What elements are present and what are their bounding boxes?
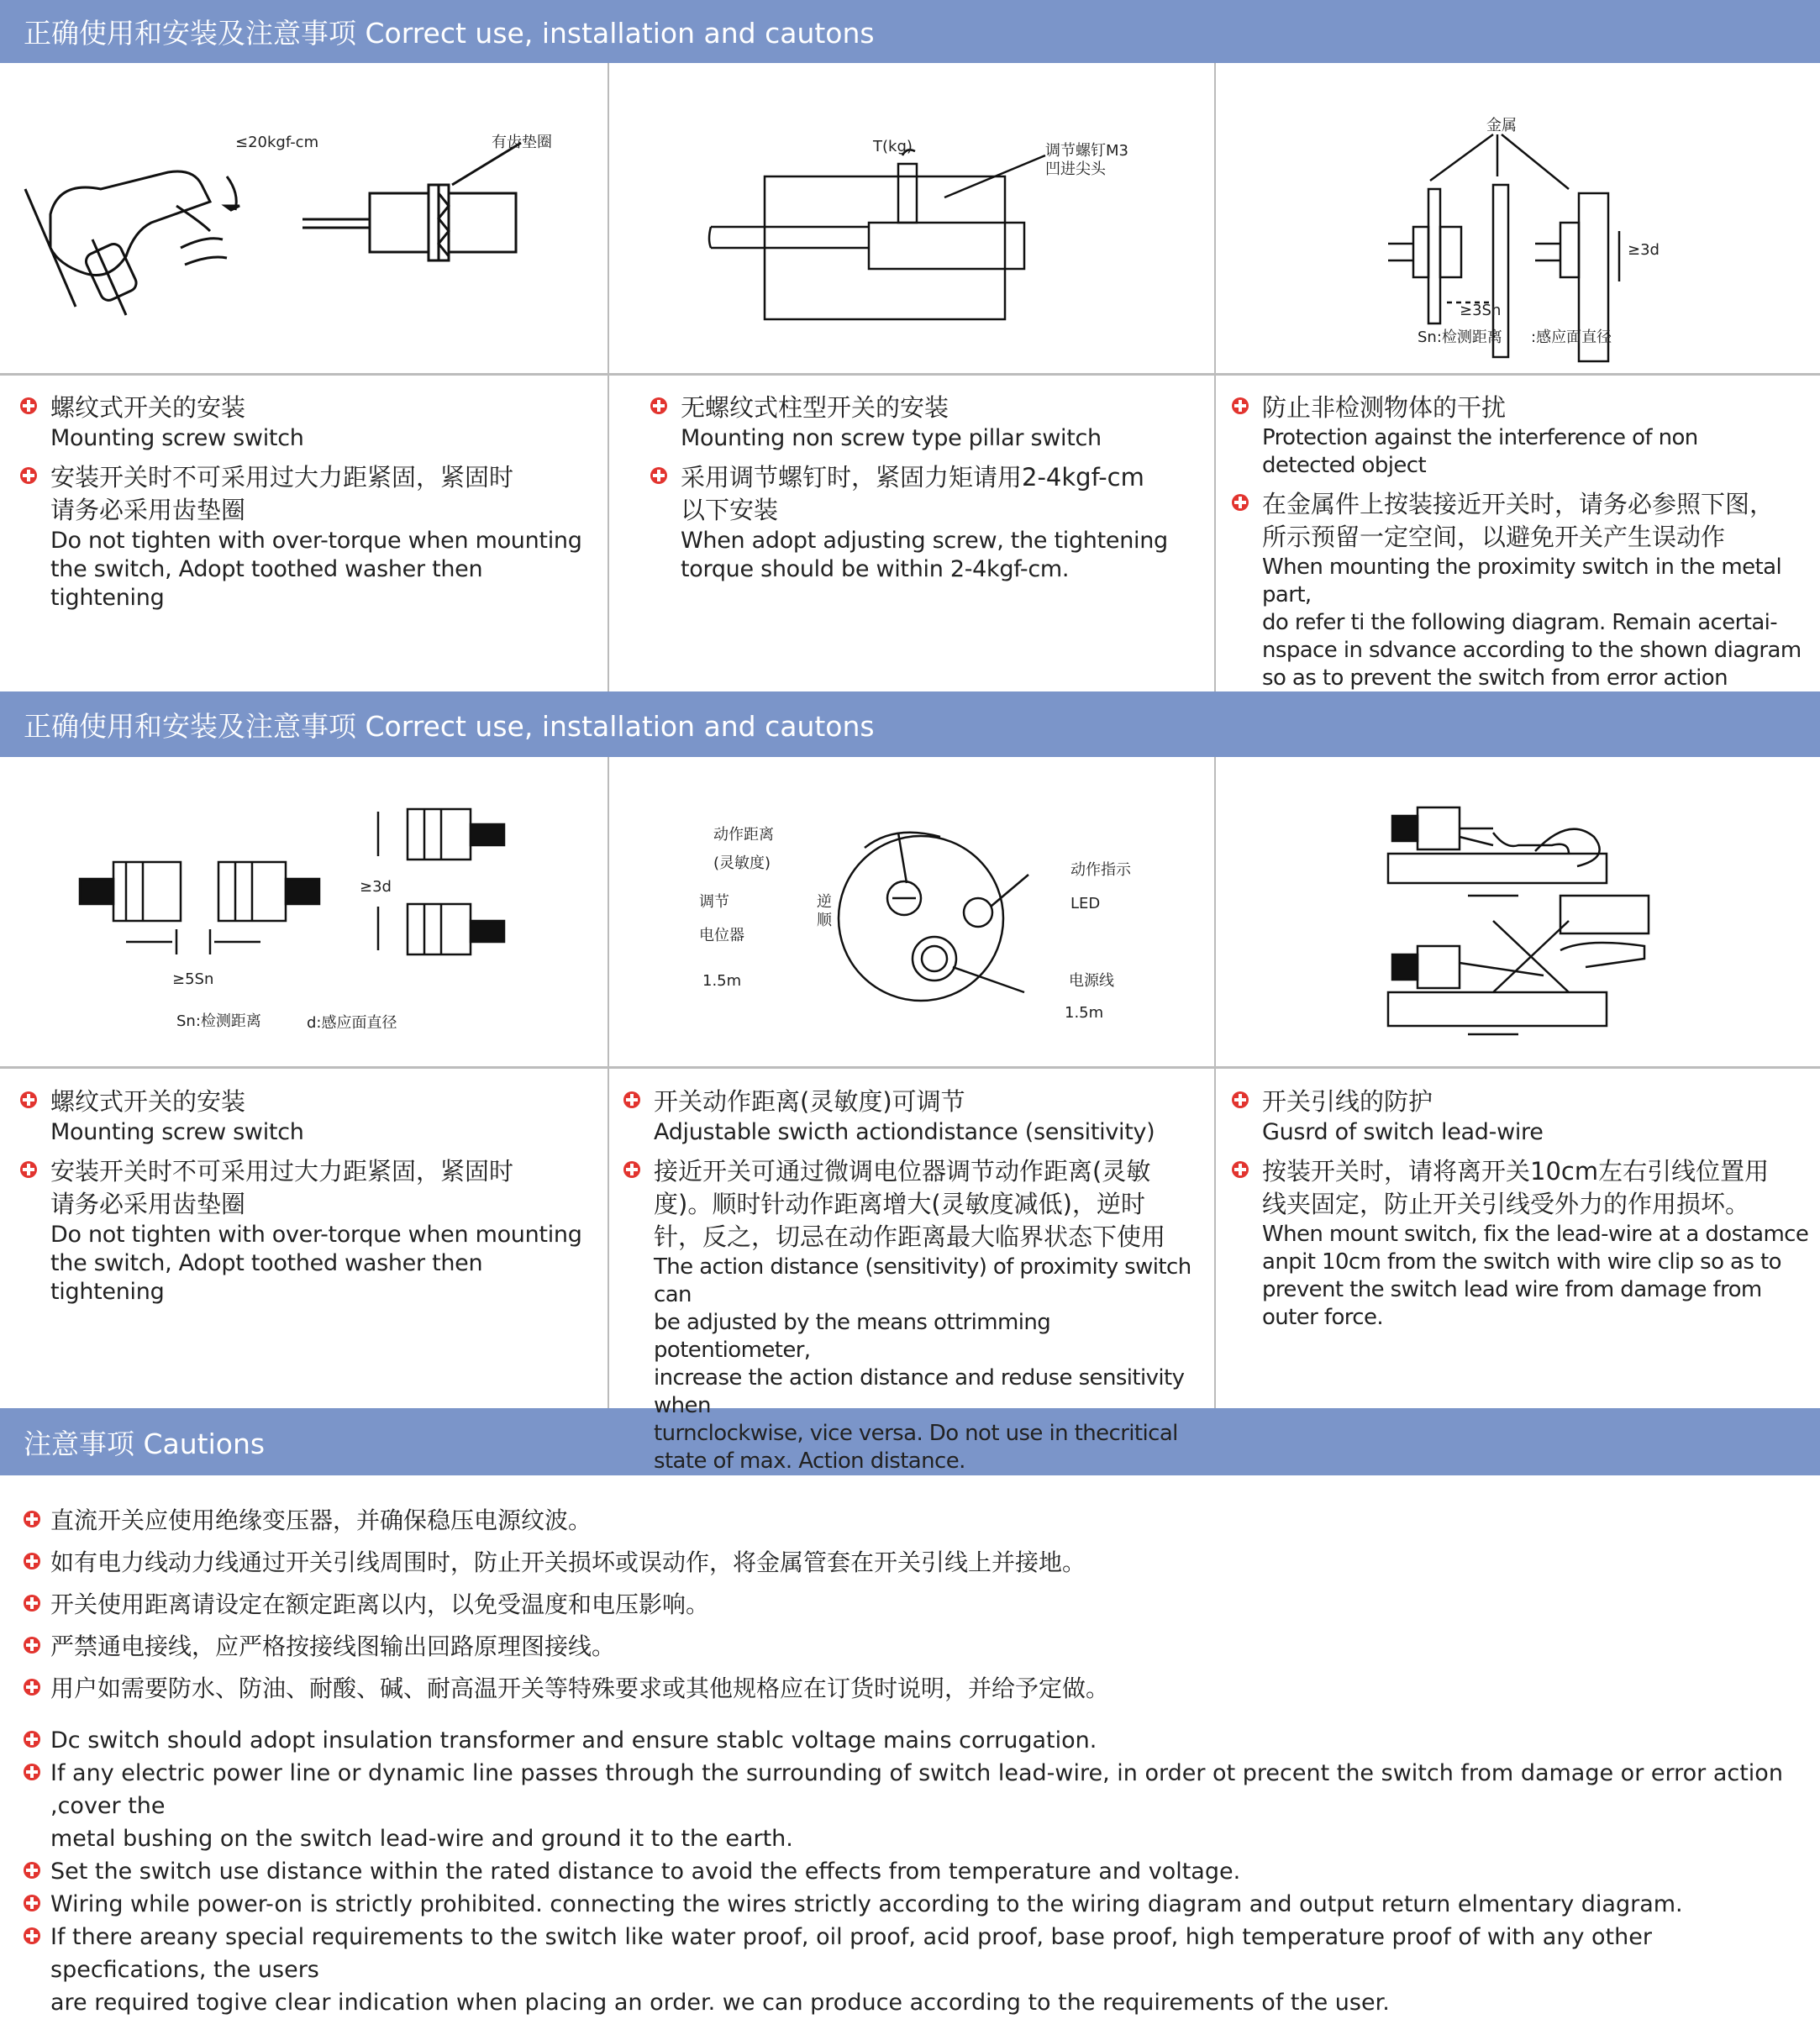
item-zh: 无螺纹式柱型开关的安装 <box>681 393 949 422</box>
bullet-icon <box>20 467 37 484</box>
item-en: Mounting screw switch <box>50 1119 304 1145</box>
d-label: d:感应面直径 <box>307 1014 397 1032</box>
list-item <box>1232 1155 1815 1332</box>
list-item <box>20 1086 600 1147</box>
bullet-icon <box>24 1862 40 1879</box>
item-en: Gusrd of switch lead-wire <box>1262 1119 1544 1145</box>
caution-zh-item: 开关使用距离请设定在额定距离以内，以免受温度和电压影响。 <box>24 1588 1796 1621</box>
washer-label: 有齿垫圈 <box>492 134 552 151</box>
row-divider <box>0 1066 1820 1069</box>
bullet-icon <box>24 1895 40 1911</box>
bullet-icon <box>623 1091 640 1108</box>
section-title-3: 注意事项 Cautions <box>24 1427 266 1460</box>
power-label: 电源线 <box>1069 972 1114 990</box>
list-item <box>623 1155 1210 1475</box>
torque-label: ≤20kgf-cm <box>235 134 319 151</box>
adj-label: 调节 <box>699 893 729 911</box>
len2-label: 1.5m <box>1065 1004 1104 1022</box>
ccw1-label: 逆 <box>817 893 832 911</box>
bullet-icon <box>20 1091 37 1108</box>
diagram-lead-wire <box>1216 757 1820 1066</box>
diagram-screw-mounting <box>0 63 608 373</box>
r2c1-text <box>20 1086 600 1315</box>
item-en: Adjustable swicth actiondistance (sensitivity) <box>654 1119 1155 1145</box>
item-zh: 防止非检测物体的干扰 <box>1262 393 1507 422</box>
bullet-icon <box>1232 397 1249 414</box>
item-zh: 螺纹式开关的安装 <box>50 1087 246 1116</box>
list-item <box>20 1155 600 1307</box>
row-divider <box>0 373 1820 376</box>
list-item <box>650 461 1205 584</box>
bullet-icon <box>24 1595 40 1612</box>
bullet-icon <box>650 467 667 484</box>
diagram-potentiometer <box>608 757 1214 1066</box>
bullet-icon <box>1232 1161 1249 1178</box>
item-en: When adopt adjusting screw, the tightening torque should be within 2-4kgf-cm. <box>681 528 1168 582</box>
item-zh: 开关引线的防护 <box>1262 1087 1433 1116</box>
bullet-icon <box>24 1553 40 1569</box>
item-zh: 按装开关时，请将离开关10cm左右引线位置用 线夹固定，防止开关引线受外力的作用损坏。 <box>1262 1157 1770 1218</box>
bullet-icon <box>1232 494 1249 511</box>
item-zh: 安装开关时不可采用过大力距紧固，紧固时 请务必采用齿垫圈 <box>50 463 514 524</box>
screw-label: 调节螺钉M3 <box>1045 142 1128 160</box>
list-item <box>1232 1086 1815 1147</box>
item-en: Protection against the interference of non detected object <box>1262 425 1698 478</box>
list-item <box>623 1086 1210 1147</box>
bullet-icon <box>20 397 37 414</box>
item-zh: 安装开关时不可采用过大力距紧固，紧固时 请务必采用齿垫圈 <box>50 1157 514 1218</box>
section-title-1: 正确使用和安装及注意事项 Correct use, installation and cautons <box>24 17 875 50</box>
bullet-icon <box>24 1764 40 1780</box>
bullet-icon <box>623 1161 640 1178</box>
list-item <box>650 392 1205 453</box>
diagram-spacing <box>0 757 608 1066</box>
ge3d-label: ≥3d <box>1628 241 1660 259</box>
bullet-icon <box>650 397 667 414</box>
sn-label: Sn:检测距离 <box>176 1012 261 1030</box>
list-item <box>1232 392 1815 480</box>
concave-label: 凹进尖头 <box>1045 160 1106 178</box>
caution-en-item: Dc switch should adopt insulation transformer and ensure stablc voltage mains corrugation. <box>24 1724 1796 1757</box>
pot-label: 电位器 <box>699 927 744 944</box>
r2c2-text <box>623 1086 1210 1484</box>
caution-en-item: If there areany special requirements to the switch like water proof, oil proof, acid proof, base proof, high temperature proof of with any other specfications, the users are required togive clear indication when placing an order. we can produce according to the requirements of the user. <box>24 1921 1796 2019</box>
r1c3-text <box>1232 392 1815 701</box>
item-zh: 采用调节螺钉时，紧固力矩请用2-4kgf-cm 以下安装 <box>681 463 1144 524</box>
caution-zh-item: 如有电力线动力线通过开关引线周围时，防止开关损坏或误动作，将金属管套在开关引线上并接地。 <box>24 1546 1796 1579</box>
list-item <box>20 392 600 453</box>
item-en: When mount switch, fix the lead-wire at a dostamce anpit 10cm from the switch with wire clip so as to prevent the switch lead wire from damage from outer force. <box>1262 1222 1809 1330</box>
item-en: The action distance (sensitivity) of proximity switch can be adjusted by the means ottrimming potentiometer, increase the action distance and reduse sensitivity when turnclockwise, vice versa. Do not use in thecritical state of max. Action distance. <box>654 1254 1191 1474</box>
ind-label: 动作指示 <box>1070 861 1131 879</box>
led-label: LED <box>1070 895 1101 912</box>
sn-label: Sn:检测距离 <box>1418 329 1502 346</box>
ge3d-label: ≥3d <box>360 878 392 896</box>
r2c3-text <box>1232 1086 1815 1340</box>
bullet-icon <box>24 1731 40 1748</box>
item-zh: 螺纹式开关的安装 <box>50 393 246 422</box>
cautions-en-list <box>24 1724 1796 2019</box>
item-zh: 接近开关可通过微调电位器调节动作距离(灵敏 度)。顺时针动作距离增大(灵敏度减低)，逆时 针，反之，切忌在动作距离最大临界状态下使用 <box>654 1157 1166 1251</box>
cautions-zh-list <box>24 1504 1796 1714</box>
list-item <box>1232 488 1815 692</box>
caution-zh-item: 用户如需要防水、防油、耐酸、碱、耐高温开关等特殊要求或其他规格应在订货时说明，并给予定做。 <box>24 1672 1796 1705</box>
tkg-label: T(kg) <box>873 138 913 155</box>
len1-label: 1.5m <box>702 972 742 990</box>
diagram-metal-clearance <box>1216 63 1820 373</box>
r1c2-text <box>650 392 1205 592</box>
item-en: Do not tighten with over-torque when mounting the switch, Adopt toothed washer then tightening <box>50 528 582 611</box>
section-header-2 <box>0 691 1820 757</box>
caution-zh-item: 直流开关应使用绝缘变压器，并确保稳压电源纹波。 <box>24 1504 1796 1537</box>
caution-en-item: Set the switch use distance within the rated distance to avoid the effects from temperature and voltage. <box>24 1855 1796 1888</box>
bullet-icon <box>24 1637 40 1654</box>
item-zh: 在金属件上按装接近开关时，请务必参照下图， 所示预留一定空间，以避免开关产生误动作 <box>1262 490 1775 551</box>
ccw2-label: 顺 <box>817 912 832 929</box>
sens-label: (灵敏度) <box>713 854 771 872</box>
list-item <box>20 461 600 613</box>
item-en: Do not tighten with over-torque when mounting the switch, Adopt toothed washer then tightening <box>50 1222 582 1305</box>
bullet-icon <box>24 1679 40 1696</box>
caution-en-item: Wiring while power-on is strictly prohibited. connecting the wires strictly according to the wiring diagram and output return elmentary diagram. <box>24 1888 1796 1921</box>
ge5sn-label: ≥5Sn <box>172 970 214 988</box>
bullet-icon <box>20 1161 37 1178</box>
section-title-2: 正确使用和安装及注意事项 Correct use, installation and cautons <box>24 709 875 743</box>
item-zh: 开关动作距离(灵敏度)可调节 <box>654 1087 965 1116</box>
diagram-pillar-mounting <box>608 63 1214 373</box>
act-label: 动作距离 <box>713 826 774 844</box>
item-en: When mounting the proximity switch in the metal part, do refer ti the following diagram. Remain acertai- nspace in sdvance according to the shown diagram so as to prevent the switch from error action <box>1262 555 1802 691</box>
ge3sn-label: ≥3Sn <box>1460 302 1502 319</box>
bullet-icon <box>1232 1091 1249 1108</box>
bullet-icon <box>24 1511 40 1527</box>
d-label: :感应面直径 <box>1531 329 1612 346</box>
r1c1-text <box>20 392 600 621</box>
metal-label: 金属 <box>1486 117 1517 134</box>
caution-en-item: If any electric power line or dynamic line passes through the surrounding of switch lead-wire, in order ot precent the switch from damage or error action ,cover the metal bushing on the switch lead-wire and ground it to the earth. <box>24 1757 1796 1855</box>
section-header-1 <box>0 0 1820 63</box>
item-en: Mounting screw switch <box>50 425 304 451</box>
caution-zh-item: 严禁通电接线，应严格按接线图输出回路原理图接线。 <box>24 1630 1796 1663</box>
bullet-icon <box>24 1927 40 1944</box>
item-en: Mounting non screw type pillar switch <box>681 425 1102 451</box>
